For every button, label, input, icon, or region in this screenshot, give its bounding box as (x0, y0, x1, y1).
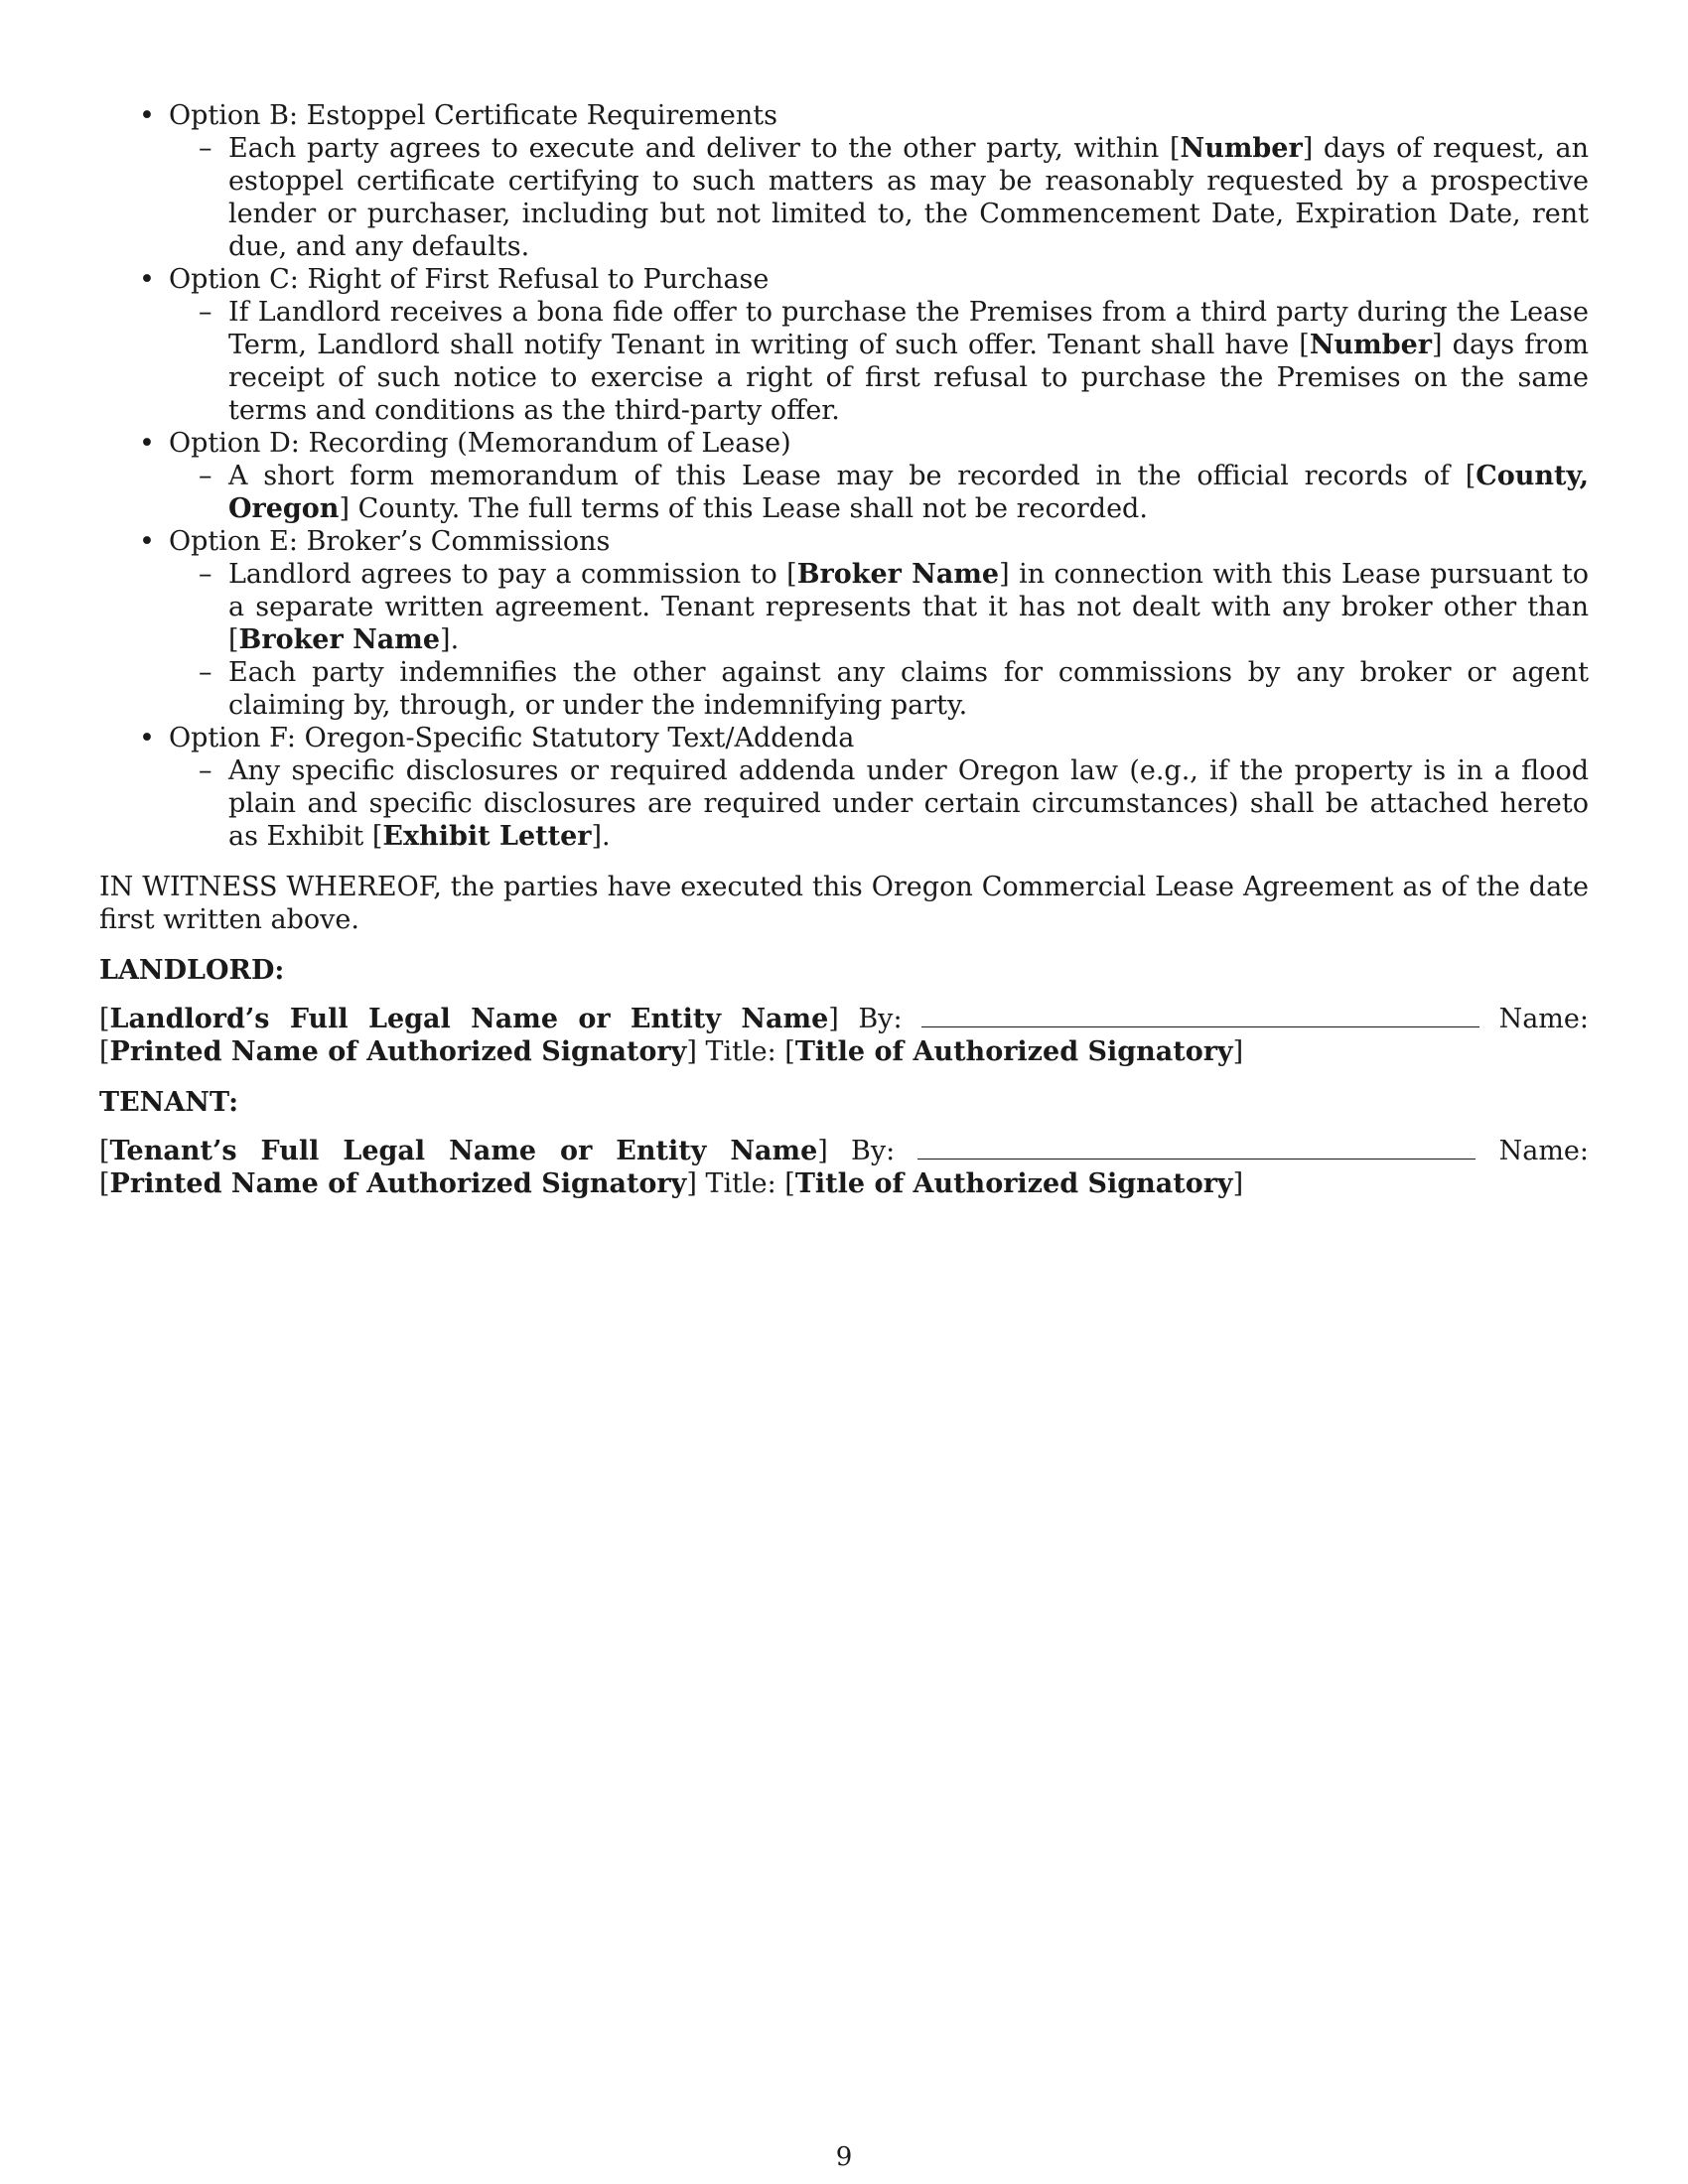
clause-text: [ (371, 821, 383, 852)
option-subitems (169, 132, 1589, 263)
clause-text: . (602, 821, 611, 852)
clause-text: [ (786, 559, 797, 590)
clause-text: Landlord agrees to pay a commission to (228, 559, 787, 590)
option-subitems (169, 754, 1589, 853)
tenant-heading: TENANT: (99, 1087, 239, 1118)
clause-text: A short form memorandum of this Lease may be recorded in the official records of (228, 461, 1466, 491)
clause-text: in connection with this Lease pursuant to a separate written agreement. Tenant represents that it has not dealt with any broker other than (228, 559, 1589, 622)
clause-text: days of request, an estoppel certificate certifying to such matters as may be reasonably requested by a prospective lender or purchaser, including but not limited to, the Commencement Date, Expiration Date, rent due, and any defaults. (228, 133, 1589, 262)
bullet-icon: • (139, 264, 155, 295)
clause-text: Each party agrees to execute and deliver to the other party, within (228, 133, 1170, 164)
clause-text: ] (1432, 330, 1443, 360)
clause-text: ] (591, 821, 603, 852)
option-subitems (169, 460, 1589, 525)
option-item (99, 263, 1589, 427)
options-list (99, 99, 1589, 853)
placeholder-field: Broker Name (796, 559, 1000, 590)
placeholder-field: County, Oregon (228, 461, 1589, 524)
clause-text: [ (1170, 133, 1181, 164)
dash-icon: – (199, 297, 212, 328)
document-page (99, 99, 1589, 1200)
landlord-signature-line[interactable] (921, 1005, 1479, 1027)
placeholder-field: Broker Name (238, 624, 441, 655)
option-subitem (169, 558, 1589, 656)
clause-text: [ (1299, 330, 1310, 360)
bullet-icon: • (139, 100, 155, 131)
dash-icon: – (199, 461, 212, 491)
dash-icon: – (199, 133, 212, 164)
option-title: Option B: Estoppel Certificate Requirements (169, 100, 777, 131)
landlord-heading: LANDLORD: (99, 955, 285, 986)
tenant-by-label: By: (851, 1136, 896, 1166)
tenant-signature-line[interactable] (917, 1137, 1476, 1160)
dash-icon: – (199, 657, 212, 688)
option-item (99, 99, 1589, 263)
option-subitem (169, 656, 1589, 722)
option-title: Option D: Recording (Memorandum of Lease) (169, 428, 791, 459)
placeholder-field: Number (1180, 133, 1303, 164)
page-number: 9 (835, 2142, 853, 2172)
placeholder-field: Exhibit Letter (382, 821, 592, 852)
landlord-signature-block: [Landlord’s Full Legal Name or Entity Name] By: Name: [Printed Name of Authorized Signatory] Title: [Title of Authorized Signatory] (99, 1004, 1589, 1067)
witness-paragraph: IN WITNESS WHEREOF, the parties have executed this Oregon Commercial Lease Agreement as of the date first written above. (99, 872, 1589, 935)
bullet-icon: • (139, 723, 155, 753)
tenant-printed-name: Printed Name of Authorized Signatory (109, 1168, 687, 1199)
option-subitems (169, 296, 1589, 427)
landlord-printed-name: Printed Name of Authorized Signatory (109, 1036, 687, 1067)
landlord-by-label: By: (858, 1004, 903, 1034)
option-title: Option F: Oregon-Specific Statutory Text/Addenda (169, 723, 855, 753)
dash-icon: – (199, 755, 212, 786)
option-item (99, 525, 1589, 722)
clause-text: [ (228, 624, 239, 655)
landlord-title-label: Title: (705, 1036, 776, 1067)
clause-text: days from receipt of such notice to exercise a right of first refusal to purchase the Premises on the same terms and conditions as the third-party offer. (228, 330, 1589, 426)
clause-text: If Landlord receives a bona fide offer to purchase the Premises from a third party during the Lease Term, Landlord shall notify Tenant in writing of such offer. Tenant shall have (228, 297, 1589, 360)
option-item (99, 722, 1589, 853)
bullet-icon: • (139, 526, 155, 557)
tenant-signature-block: [Tenant’s Full Legal Name or Entity Name] By: Name: [Printed Name of Authorized Signatory] Title: [Title of Authorized Signatory] (99, 1136, 1589, 1199)
option-item (99, 427, 1589, 525)
tenant-title-label: Title: (705, 1168, 776, 1199)
signature-section (99, 954, 1589, 1200)
clause-text: . (450, 624, 460, 655)
placeholder-field: Number (1309, 330, 1433, 360)
landlord-signatory-title: Title of Authorized Signatory (794, 1036, 1233, 1067)
clause-text: ] (999, 559, 1010, 590)
option-title: Option C: Right of First Refusal to Purchase (169, 264, 770, 295)
option-subitems (169, 558, 1589, 722)
tenant-name-label: Name: (1498, 1136, 1589, 1166)
dash-icon: – (199, 559, 212, 590)
clause-text: [ (1465, 461, 1477, 491)
option-subitem (169, 754, 1589, 853)
clause-text: Each party indemnifies the other against any claims for commissions by any broker or agent claiming by, through, or under the indemnifying party. (228, 657, 1589, 721)
tenant-entity-name: Tenant’s Full Legal Name or Entity Name (109, 1136, 818, 1166)
clause-text: Any specific disclosures or required addenda under Oregon law (e.g., if the property is in a flood plain and specific disclosures are required under certain circumstances) shall be attached hereto as Exhibit (228, 755, 1589, 852)
bullet-icon: • (139, 428, 155, 459)
tenant-signatory-title: Title of Authorized Signatory (794, 1168, 1233, 1199)
clause-text: ] (440, 624, 451, 655)
option-subitem (169, 296, 1589, 427)
clause-text: County. The full terms of this Lease shall not be recorded. (350, 493, 1148, 524)
option-subitem (169, 132, 1589, 263)
option-subitem (169, 460, 1589, 525)
landlord-entity-name: Landlord’s Full Legal Name or Entity Name (109, 1004, 829, 1034)
clause-text: ] (339, 493, 350, 524)
landlord-name-label: Name: (1498, 1004, 1589, 1034)
option-title: Option E: Broker’s Commissions (169, 526, 611, 557)
clause-text: ] (1302, 133, 1314, 164)
